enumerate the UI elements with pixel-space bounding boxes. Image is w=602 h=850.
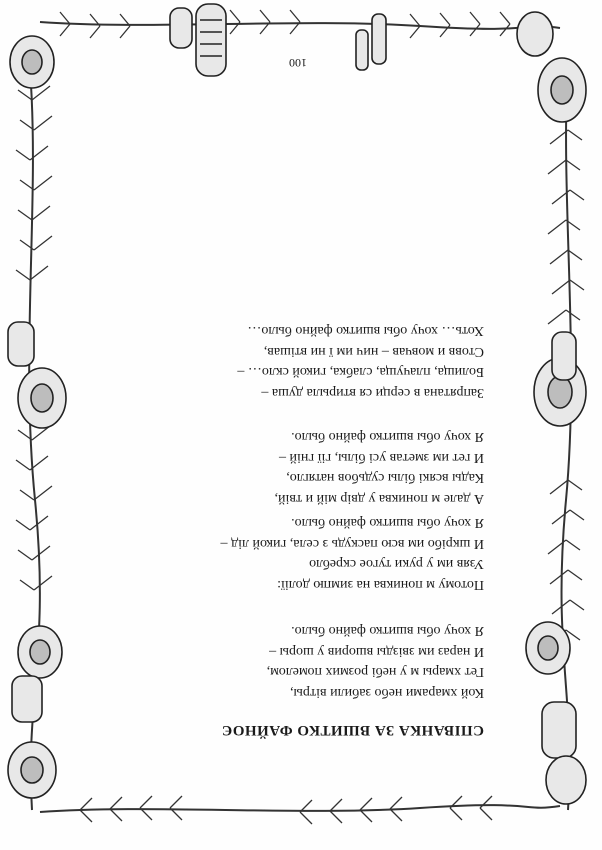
stanza-1 <box>104 620 484 702</box>
poem-line: И шкрібо им всю паскудь з села, гикой лід – <box>220 536 484 551</box>
poem-line: Я хочу обы вшитко файно было. <box>291 515 484 531</box>
poem-line: Кой хмарами небо забили вітры, <box>289 685 484 700</box>
poem-line: Гет хмары м у небі розмих помелом, <box>266 664 484 680</box>
poem-line: Кады всякі білы судьбов натягло, <box>286 470 484 486</box>
poem-line: И гет им зметав усі білы, гії гній – <box>278 450 484 465</box>
stanza-4 <box>104 320 484 402</box>
poem-line: Потому м пониква на зимпю долії: <box>277 577 484 592</box>
stanza-2 <box>104 512 484 594</box>
poem-line: Я хочу обы вшитко файно было. <box>291 623 484 639</box>
poem-title: СПІВАНКА ЗА ВШИТКО ФАЙНОЄ <box>221 722 484 738</box>
poem-line: Я хочу обы вшитко файно было. <box>291 429 484 445</box>
poem-line: Запрятана в серци ся втирыла душа – <box>261 385 484 400</box>
page-number: 100 <box>289 56 307 70</box>
poem-line: Стовв и мовчав – нич им ї ни втішав, <box>263 344 484 359</box>
poem-line: Болища, плачуща, слабка, гикой скло… – <box>237 364 484 380</box>
poem-line: Хоть… хочу обы вшитко файно было… <box>247 323 484 339</box>
poem-line: Узяв им у руки тугое скребло <box>309 556 484 572</box>
stanza-3 <box>104 426 484 508</box>
poem-line: И нараз им звізды вшорив у шоры – <box>269 644 484 659</box>
poem-line: А дале м пониква у двір мій и твій, <box>274 491 484 506</box>
